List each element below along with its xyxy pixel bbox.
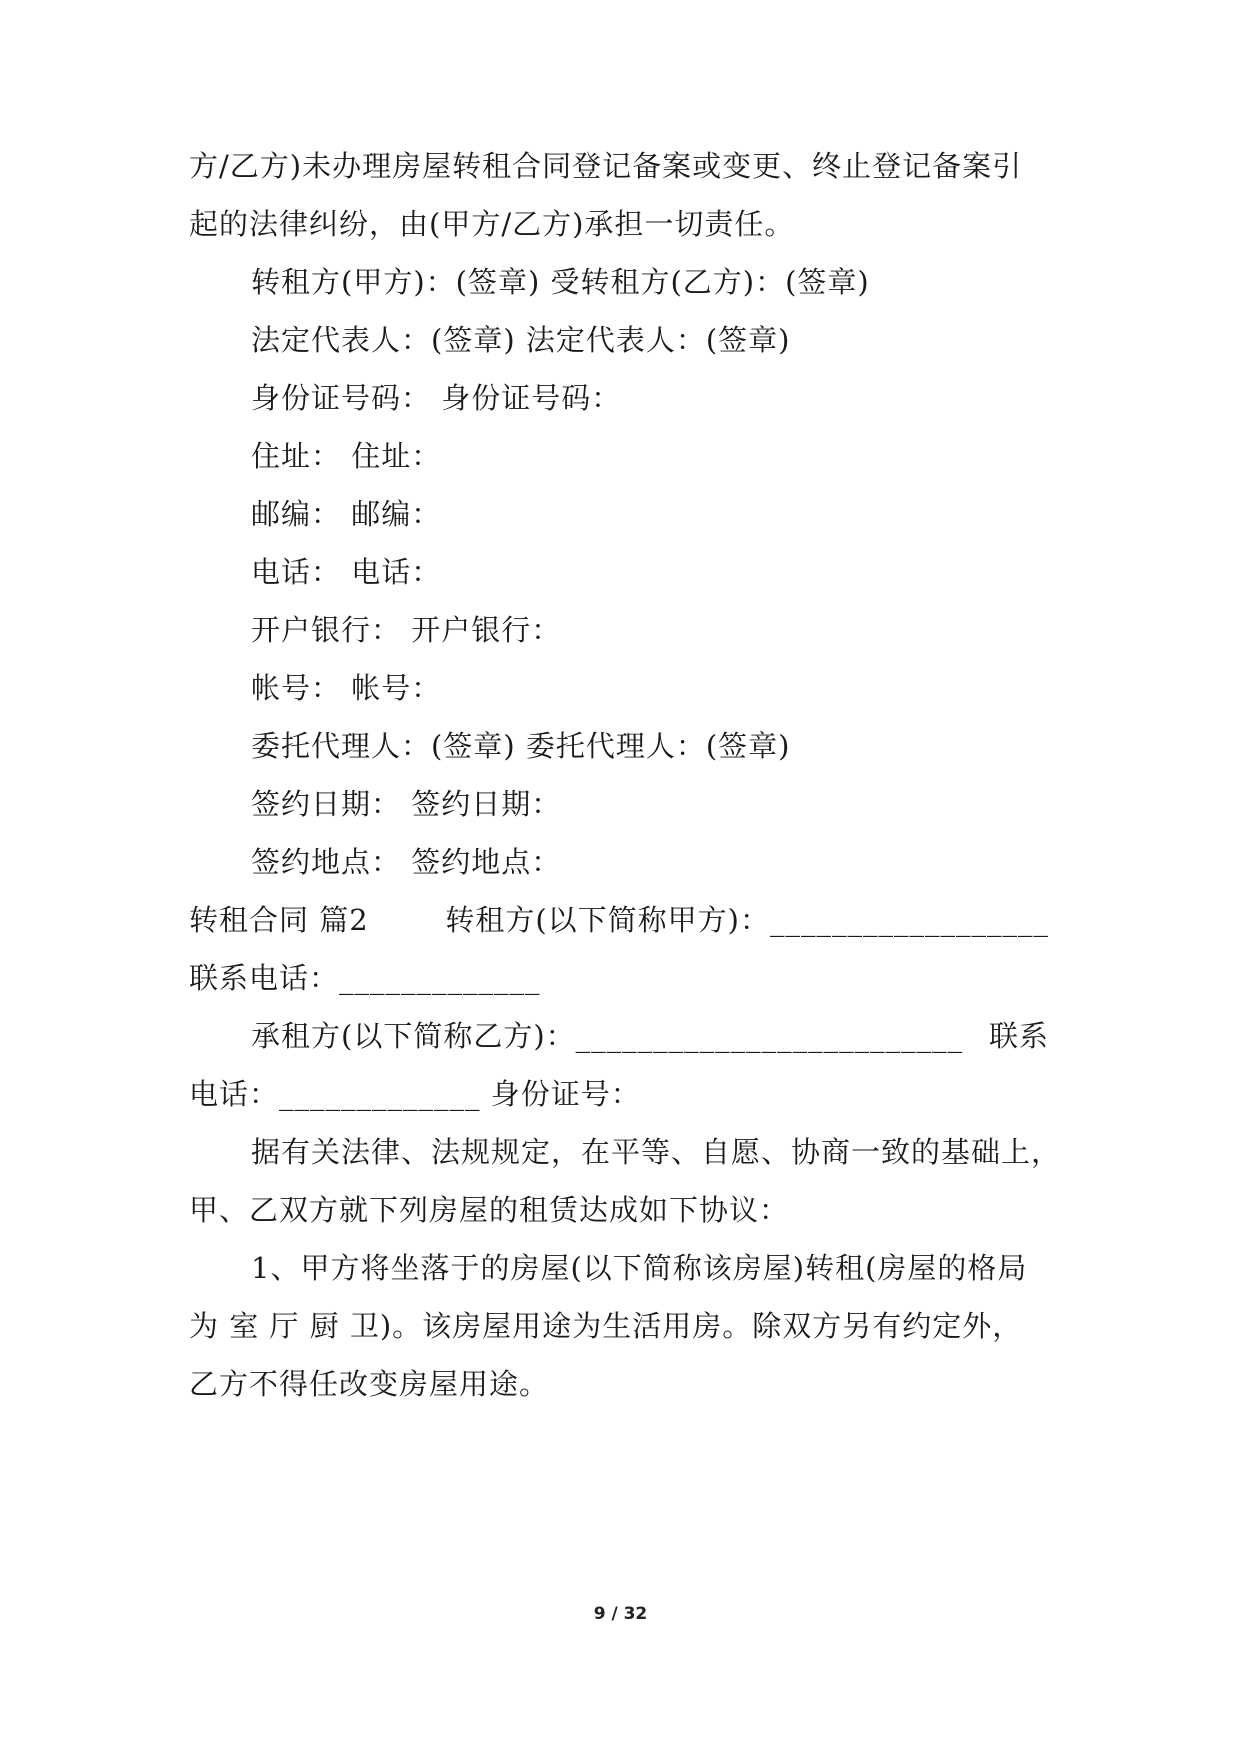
- clause-line: 1、甲方将坐落于的房屋(以下简称该房屋)转租(房屋的格局: [251, 1251, 1028, 1285]
- signature-line: 签约日期： 签约日期：: [251, 787, 562, 821]
- signature-line: 住址： 住址：: [251, 439, 442, 473]
- clause-line: 乙方不得任改变房屋用途。: [189, 1367, 550, 1401]
- paragraph-line: 起的法律纠纷，由(甲方/乙方)承担一切责任。: [189, 207, 795, 241]
- lessee-contact-label: 联系: [988, 1019, 1049, 1053]
- lessee-phone-id-line: 电话：_____________ 身份证号：: [189, 1077, 641, 1111]
- paragraph-line: 方/乙方)未办理房屋转租合同登记备案或变更、终止登记备案引: [189, 149, 1023, 183]
- signature-line: 帐号： 帐号：: [251, 671, 442, 705]
- clause-line: 为 室 厅 厨 卫)。该房屋用途为生活用房。除双方另有约定外，: [189, 1309, 1023, 1343]
- lessor-field: 转租方(以下简称甲方)：__________________: [445, 903, 1049, 937]
- lessee-line: [251, 1016, 1049, 1056]
- contract2-heading: [189, 900, 1049, 940]
- paragraph-line: 据有关法律、法规规定，在平等、自愿、协商一致的基础上，: [251, 1135, 1062, 1169]
- signature-line: 委托代理人：(签章) 委托代理人：(签章): [251, 729, 791, 763]
- signature-line: 电话： 电话：: [251, 555, 442, 589]
- signature-line: 开户银行： 开户银行：: [251, 613, 562, 647]
- signature-line: 签约地点： 签约地点：: [251, 845, 562, 879]
- page-number: 9 / 32: [593, 1604, 648, 1624]
- contract2-title: 转租合同 篇2: [189, 903, 369, 937]
- signature-line: 法定代表人：(签章) 法定代表人：(签章): [251, 323, 791, 357]
- signature-line: 转租方(甲方)：(签章) 受转租方(乙方)：(签章): [251, 265, 870, 299]
- signature-line: 身份证号码： 身份证号码：: [251, 381, 622, 415]
- lessee-field: 承租方(以下简称乙方)：_________________________: [251, 1019, 964, 1053]
- signature-line: 邮编： 邮编：: [251, 497, 442, 531]
- lessor-phone-line: 联系电话：_____________: [189, 961, 541, 995]
- paragraph-line: 甲、乙双方就下列房屋的租赁达成如下协议：: [189, 1193, 790, 1227]
